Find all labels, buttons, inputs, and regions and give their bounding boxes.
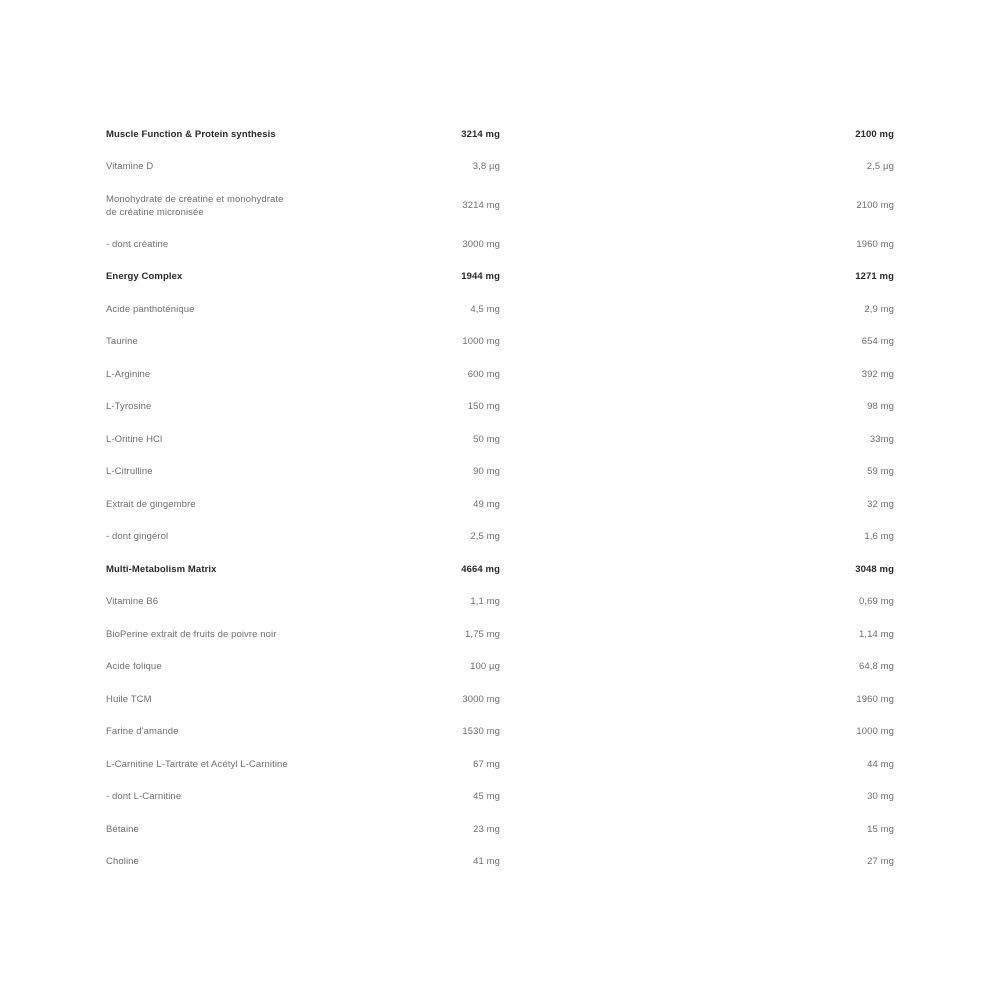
amount-column-1: 90 mg [473, 466, 500, 478]
table-row [106, 423, 894, 456]
amount-column-1: 49 mg [473, 498, 500, 510]
table-row [106, 683, 894, 716]
amount-column-1: 150 mg [467, 401, 500, 413]
amount-column-2: 1960 mg [856, 693, 894, 705]
section-header-row [106, 118, 894, 151]
table-row [106, 326, 894, 359]
amount-column-1: 3000 mg [462, 693, 500, 705]
table-row [106, 183, 894, 228]
ingredient-name: Farine d'amande [106, 726, 179, 738]
amount-column-1: 67 mg [473, 758, 500, 770]
amount-column-2: 654 mg [861, 336, 894, 348]
amount-column-2: 3048 mg [855, 563, 894, 575]
table-row [106, 716, 894, 749]
table-row [106, 781, 894, 814]
amount-column-1: 1000 mg [462, 336, 500, 348]
amount-column-2: 44 mg [867, 758, 894, 770]
amount-column-2: 1,14 mg [858, 628, 894, 640]
table-row [106, 488, 894, 521]
table-row [106, 521, 894, 554]
amount-column-2: 59 mg [867, 466, 894, 478]
amount-column-1: 4,5 mg [470, 303, 500, 315]
ingredient-name: Muscle Function & Protein synthesis [106, 128, 276, 140]
ingredient-name: Vitamine D [106, 161, 154, 173]
ingredient-name: BioPerine extrait de fruits de poivre noir [106, 628, 277, 640]
table-row [106, 358, 894, 391]
amount-column-2: 2,5 µg [866, 161, 894, 173]
amount-column-2: 15 mg [867, 823, 894, 835]
amount-column-1: 3214 mg [461, 128, 500, 140]
amount-column-2: 64,8 mg [858, 661, 894, 673]
ingredient-name: L-Oritine HCl [106, 433, 163, 445]
amount-column-1: 1530 mg [462, 726, 500, 738]
ingredient-name: Acide folique [106, 661, 162, 673]
amount-column-2: 27 mg [867, 856, 894, 868]
table-row [106, 586, 894, 619]
amount-column-1: 1,1 mg [470, 596, 500, 608]
amount-column-2: 1960 mg [856, 238, 894, 250]
ingredient-name: L-Citrulline [106, 466, 153, 478]
ingredient-name: Extrait de gingembre [106, 498, 196, 510]
ingredient-name: L-Arginine [106, 368, 151, 380]
amount-column-2: 1000 mg [856, 726, 894, 738]
amount-column-1: 2,5 mg [470, 531, 500, 543]
amount-column-1: 4664 mg [461, 563, 500, 575]
amount-column-2: 33mg [869, 433, 894, 445]
amount-column-2: 2100 mg [856, 200, 894, 211]
table-row [106, 813, 894, 846]
ingredient-name: Monohydrate de créatine et monohydrate de créatine micronisée [106, 193, 284, 218]
ingredient-name: Vitamine B6 [106, 596, 159, 608]
amount-column-1: 3,8 µg [472, 161, 500, 173]
amount-column-2: 32 mg [867, 498, 894, 510]
section-header-row [106, 261, 894, 294]
amount-column-2: 30 mg [867, 791, 894, 803]
amount-column-1: 23 mg [473, 823, 500, 835]
amount-column-1: 45 mg [473, 791, 500, 803]
table-row [106, 151, 894, 184]
ingredient-name: - dont L-Carnitine [106, 791, 182, 803]
ingredient-name: Choline [106, 856, 139, 868]
amount-column-2: 98 mg [867, 401, 894, 413]
ingredient-name: Multi-Metabolism Matrix [106, 563, 217, 575]
ingredient-name: Acide panthoténique [106, 303, 195, 315]
ingredient-name: Bétaine [106, 823, 139, 835]
amount-column-1: 1944 mg [461, 271, 500, 283]
amount-column-2: 1271 mg [855, 271, 894, 283]
amount-column-1: 41 mg [473, 856, 500, 868]
table-row [106, 228, 894, 261]
table-row [106, 651, 894, 684]
table-row [106, 846, 894, 879]
table-row [106, 618, 894, 651]
amount-column-2: 2,9 mg [864, 303, 894, 315]
amount-column-2: 392 mg [861, 368, 894, 380]
amount-column-2: 2100 mg [855, 128, 894, 140]
amount-column-1: 50 mg [473, 433, 500, 445]
ingredient-name: Energy Complex [106, 271, 183, 283]
nutrition-table [106, 118, 894, 878]
ingredient-name: Huile TCM [106, 693, 152, 705]
ingredient-name: L-Tyrosine [106, 401, 152, 413]
ingredient-name: - dont gingérol [106, 531, 169, 543]
amount-column-2: 1,6 mg [864, 531, 894, 543]
amount-column-1: 100 µg [470, 661, 500, 673]
table-row [106, 293, 894, 326]
amount-column-2: 0,69 mg [858, 596, 894, 608]
table-row [106, 456, 894, 489]
amount-column-1: 1,75 mg [464, 628, 500, 640]
ingredient-name: - dont créatine [106, 238, 169, 250]
ingredient-name: L-Carnitine L-Tartrate et Acétyl L-Carnitine [106, 758, 288, 770]
amount-column-1: 3000 mg [462, 238, 500, 250]
ingredient-name: Taurine [106, 336, 138, 348]
table-row [106, 748, 894, 781]
amount-column-1: 3214 mg [462, 200, 500, 211]
table-row [106, 391, 894, 424]
amount-column-1: 600 mg [467, 368, 500, 380]
section-header-row [106, 553, 894, 586]
